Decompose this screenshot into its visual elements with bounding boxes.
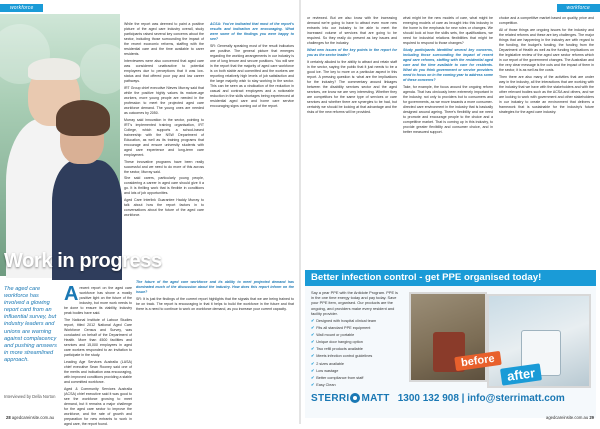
ad-contact-bar bbox=[311, 391, 590, 405]
paragraph: Interviewees were also concerned that aged care was considered unattractive to potential employees due to perceptions that it was low-status and that offered poor pay and low career pathways. bbox=[124, 58, 204, 84]
paragraph: Take, for example, the focus around the ongoing reform agenda. That has obviously been extremely important in the industry, not only to providers but to consumers and for governments, as we move towards a more consumer-directed care environment in the industry that is basically designed around ageing. There's flexibility and we need to promote and encourage people to the choice and a competitive market. That is coming up in this industry, to provide greater flexibility and consumer choice, and in better measured support. bbox=[403, 84, 493, 135]
article-column-2 bbox=[124, 22, 204, 220]
list-item: ✔ Better compliance from staff bbox=[311, 375, 364, 380]
paragraph: SR: It is just the findings of the current report highlights that the signals that we are being trained to be on track. The report is encouraging in that it helps to build the workforce in the future and that there is a need to continue to work on workforce demand, as you increase your current capacity. bbox=[136, 296, 294, 311]
check-icon: ✔ bbox=[311, 375, 315, 380]
page-footer bbox=[6, 415, 54, 420]
paragraph: Murray said innovation in the sector, pointing to IRT's implemented training organisation, IRT College, which supports a school-based traineeship with the NSW Department of Education, as well as its training programs that encourage and ensure university students with aged care experience and long-term care employment. bbox=[124, 117, 204, 157]
right-page bbox=[301, 0, 600, 424]
man-hair bbox=[28, 58, 80, 80]
article-column-3 bbox=[210, 22, 294, 111]
paragraph: These innovative programs have been really successful and we need to do more of this across the sector, Murray said. bbox=[124, 159, 204, 174]
before-photo bbox=[409, 292, 487, 382]
check-icon: ✔ bbox=[311, 340, 315, 345]
paragraph: While the report was deemed to paint a positive picture of the aged care industry overall, study participants raised several key concerns about the sector, including those surrounding the impact of the recent economic reforms, staffing with the residential care and the time available to carer residents. bbox=[124, 22, 204, 57]
paragraph: SR: Generally speaking most of the result indicators are positive. The general picture that emerges regarding the working arrangements in our industry is one of long tenure and secure positions. You will see in the report that the majority of aged care workforce is on both stable and committed and the workers are reporting relatively high levels of job satisfaction and the large majority wish to stay working in the sector. This can be seen as a vindication of the reduction in casual and contract employees and a noticeable reduction in the skills shortages being experienced at residential aged care and home care service encouraging signs coming out of the report. bbox=[210, 43, 294, 109]
check-icon: ✔ bbox=[311, 354, 315, 359]
paragraph: The National Institute of Labour Studies report, titled 2012 National Aged Care Workforce Census and Survey, was conducted on behalf of the Department of Health. More than 4500 facilities and services and 15,000 employees in aged care workers responded to an invitation to participate in the study. bbox=[64, 317, 132, 358]
list-item: ✔ Easy Clean bbox=[311, 382, 336, 387]
paragraph: She said carers, particularly young people, considering a career in aged care should give it a go. It is thrilling work that is flexible in conditions and lots of job opportunities. bbox=[124, 176, 204, 196]
sterrimatt-logo: STERRI MATT bbox=[311, 392, 390, 404]
ad-headline: Better infection control - get PPE organised today! bbox=[305, 270, 596, 286]
sterrimatt-advertisement[interactable] bbox=[305, 270, 596, 418]
logo-mark-icon bbox=[350, 393, 360, 403]
after-tag: after bbox=[500, 363, 542, 385]
section-label: workforce bbox=[557, 4, 600, 12]
list-item: ✔ Unique door hanging option bbox=[311, 340, 363, 345]
interview-question: Study participants identified several key concerns, including those surrounding the impact of recent aged care reforms, staffing with the residential aged care and the time available to care for residents. What do you think government or service providers need to focus on in the coming year to address some of these concerns? bbox=[403, 47, 493, 83]
byline: Interviewed by Della Norton bbox=[4, 394, 56, 399]
interview-question: The future of the aged care workforce and its ability to meet projected demand has dominated much of the discussion about the industry. How does this report inform on the issue? bbox=[136, 280, 294, 295]
article-column-6 bbox=[499, 16, 594, 117]
before-tag: before bbox=[454, 351, 501, 371]
list-item: ✔ 2 sizes available bbox=[311, 361, 345, 366]
list-item: ✔ Meets infection control guidelines bbox=[311, 354, 373, 359]
article-standfirst: The aged care workforce has involved a glowing report card from an influential survey, but industry leaders and unions are warning against complacency and pushing answers in more streamlined approach. bbox=[4, 286, 57, 363]
paragraph: It certainly alluded to the ability to attract and retain staff in the sector, saying the public that it just needs to be a good ice. The key to more on a particular aspect in this report. A pressing question is: what are the implications for the industry? The commentary around linkages between the disability services sector and the aged services, we know we are very interesting. Whether they are competitors for the same type of services or care services and whether there are synergies to be had, but certainly we should be looking at that advantage and the risks of the new reforms will be provided. bbox=[307, 59, 397, 115]
check-icon: ✔ bbox=[311, 319, 315, 323]
list-item: ✔ Low wastage bbox=[311, 368, 339, 373]
hero-title: Work in progress bbox=[4, 250, 162, 272]
article-column-5 bbox=[403, 16, 493, 137]
article-column-4 bbox=[307, 16, 397, 117]
interview-question: What new issues of the key points in the report for you as the sector leader? bbox=[307, 47, 397, 57]
article-column-3-continued bbox=[136, 280, 294, 313]
check-icon: ✔ bbox=[311, 347, 315, 352]
page-number: 29 bbox=[589, 415, 594, 420]
hero-photo bbox=[0, 14, 162, 276]
article-column-1 bbox=[64, 283, 132, 429]
interview-question: ACSA: You've indicated that most of the report's results and indication are encouraging. What were some of the findings you were happy to see? bbox=[210, 22, 294, 42]
paragraph: what might be the new models of care, what might be emerging models of care as brought into this industry in the home is the emphasis for new roles or changes. We should look at how the skills sets, the qualifications, we need for industrial relations flexibilities that might be required to respond to those changes? bbox=[403, 16, 493, 46]
list-item: ✔ Designed with hospital clinical team bbox=[311, 319, 377, 323]
footer-site: agedcareinsite.com.au bbox=[546, 415, 589, 420]
background-foliage bbox=[80, 44, 130, 94]
page-footer bbox=[546, 415, 594, 420]
check-icon: ✔ bbox=[311, 382, 315, 387]
page-number: 28 bbox=[6, 415, 11, 420]
paragraph: All of those things are ongoing issues for the industry and the related reforms and these are key challenges. The major things that are happening in the industry are with regard to the funding, the budget's funding, the funding from the Department of Health as well as the funding implications on the legislative review of the aged care sector reforms which in our report of the government changes. The Australian and the very clear message is the cuts and the impact of them in the sector, it is as well as the costs. bbox=[499, 27, 594, 73]
paragraph: or reviewed. But we also know with the increasing demand we're going to have to attract even more new entrants into our industry to be able to meet the increased volume of services that are going to be required. So they really do present as key issues and challenges for the industry. bbox=[307, 16, 397, 46]
paragraph: Aged & Community Services Australia (ACSA) chief executive said it was good to see the workforce growing to meet demand, but it remains a major challenge for the aged care sector to improve the workforce, and the rate of growth and preparation for new entrants to work in aged care, the report found. bbox=[64, 386, 132, 426]
footer-site: agedcareinsite.com.au bbox=[11, 415, 54, 420]
paragraph: Then there are also many of the activities that are under way in the industry, all the interactions that are working with the industry that we have with the stakeholders and with the other relevant bodies such as the ACSA and others, and we are looking to work with government and other stakeholders in our industry to create an environment that delivers a framework that is sustainable for the industry's future strategies for the aged care industry. bbox=[499, 74, 594, 115]
ad-intro: Say a year PPE with the Antidote Program. PPE is in the one time energy today and pay today. Save your PPE item, organised. Our products are the ongoing, and providers make every resident and facility provider. bbox=[311, 290, 398, 316]
check-icon: ✔ bbox=[311, 333, 315, 338]
check-icon: ✔ bbox=[311, 361, 315, 366]
section-label: workforce bbox=[0, 4, 43, 12]
contact-details[interactable]: 1300 132 908 | info@sterrimatt.com bbox=[397, 392, 565, 404]
check-icon: ✔ bbox=[311, 368, 315, 373]
woman-hair bbox=[56, 100, 110, 136]
paragraph: IRT Group chief executive Nieves Murray said that while the positive highly values its mature-age workers, more young people are needed in the profession to meet the projected aged care workforce demand. The young ones are needed as outcomes by 2050. bbox=[124, 85, 204, 115]
paragraph: choice and a competitive market based on quality, price and competition. bbox=[499, 16, 594, 26]
paragraph: Leading Age Services Australia (LASA) chief executive Sean Rooney said one of the merits and indication was encouraging, with improved conditions providing a stable and committed workforce. bbox=[64, 359, 132, 385]
list-item: ✔ Wall mount or portable bbox=[311, 333, 355, 338]
drop-cap: A bbox=[64, 283, 79, 305]
list-item: ✔ Two refill products available bbox=[311, 347, 363, 352]
feature-checklist bbox=[311, 318, 403, 389]
paragraph: Aged Care Interlink Guarantee Haddy Murray to talk about how the report factors in to conversations about the future of the aged care workforce. bbox=[124, 198, 204, 218]
left-page bbox=[0, 0, 299, 424]
check-icon: ✔ bbox=[311, 326, 315, 331]
paragraph: recent report on the aged care workforce has shone a mostly positive light on the future of the industry, but more work needs to be done to ensure its viability, industry peak bodies have said. bbox=[64, 286, 132, 316]
list-item: ✔ Fits all standard PPE equipment bbox=[311, 326, 371, 331]
